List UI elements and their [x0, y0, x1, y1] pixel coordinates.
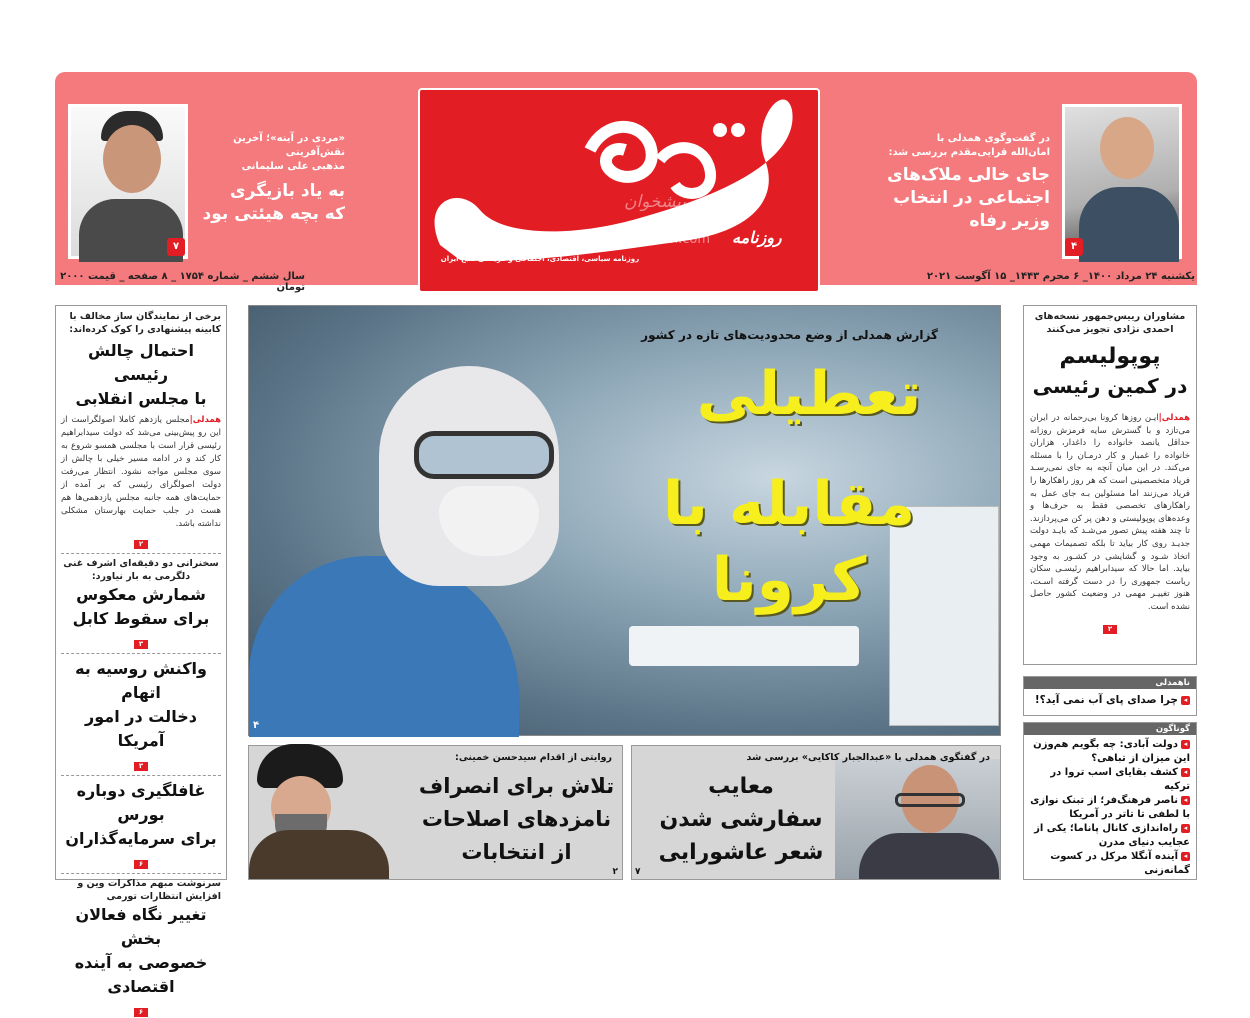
teaser-left[interactable]	[195, 132, 345, 226]
box-nahamdeli-label: ناهمدلی	[1024, 677, 1196, 689]
gunagun-item-text: آینده آنگلا مرکل در کسوت گمانه‌زنی	[1050, 851, 1190, 876]
gunagun-item-text: دولت آبادی: چه بگویم هم‌وزن این میزان از تباهی؟	[1033, 739, 1190, 764]
gunagun-item[interactable]	[1030, 766, 1190, 794]
left-item-1[interactable]	[61, 310, 221, 550]
teaser-right-page: ۴	[1065, 238, 1083, 256]
bottom-left-title-2: نامزدهای اصلاحات	[421, 807, 612, 831]
teaser-left-page: ۷	[167, 238, 185, 256]
main-headline-1: تعطیلی	[696, 359, 922, 429]
newspaper-logo[interactable]	[418, 88, 820, 293]
left-item-1-kicker: برخی از نمایندگان ساز مخالف با کابینه پیشنهادی را کوک کرده‌اند:	[69, 311, 221, 335]
left-item-1-body	[61, 414, 221, 531]
logo-tagline: روزنامه سیاسی، اقتصادی، اجتماعی و فرهنگی صبح ایران	[440, 255, 640, 263]
main-story[interactable]	[248, 305, 1001, 736]
logo-prefix: روزنامه	[732, 228, 782, 247]
gunagun-item[interactable]	[1030, 822, 1190, 850]
left-item-2-page: ۳	[134, 640, 148, 649]
teaser-left-photo[interactable]	[68, 104, 188, 259]
gunagun-item[interactable]	[1030, 738, 1190, 766]
watermark: Pishkhan.com	[620, 232, 711, 247]
teaser-left-title-2: که بچه هیئتی بود	[202, 204, 345, 224]
bottom-right-title-1: معایب	[708, 774, 774, 799]
left-item-3-page: ۳	[134, 762, 148, 771]
bullet-icon: ◂	[1181, 824, 1190, 833]
gunagun-item-text: راه‌اندازی کانال پاناما؛ یکی از عجایب دنیای مدرن	[1034, 823, 1190, 848]
box-gunagun[interactable]	[1023, 722, 1197, 880]
left-item-4[interactable]	[61, 779, 221, 870]
left-item-3-title-1: واکنش روسیه به اتهام	[75, 659, 207, 702]
box-gunagun-label: گوناگون	[1024, 723, 1196, 735]
kakaei-photo	[835, 759, 1000, 879]
teaser-right-title-1: جای خالی ملاک‌های	[887, 165, 1050, 185]
gunagun-item[interactable]	[1030, 794, 1190, 822]
teaser-right-title-2: اجتماعی در انتخاب وزیر رفاه	[893, 188, 1050, 231]
divider	[61, 553, 221, 554]
bullet-icon: ◂	[1181, 852, 1190, 861]
bullet-icon: ◂	[1181, 696, 1190, 705]
bottom-left-kicker: روایتی از اقدام سیدحسن خمینی:	[455, 752, 612, 763]
bottom-right-page: ۷	[635, 867, 641, 877]
right-editorial-body	[1030, 412, 1190, 614]
divider	[61, 775, 221, 776]
teaser-left-title-1: به یاد بازیگری	[230, 181, 345, 201]
main-headline-2: مقابله با کرونا	[662, 469, 916, 615]
goggles-shape	[414, 431, 554, 479]
left-item-2[interactable]	[61, 557, 221, 650]
bottom-left-page: ۲	[612, 867, 618, 877]
box-nahamdeli[interactable]	[1023, 676, 1197, 716]
left-item-2-title-2: برای سقوط کابل	[72, 609, 210, 628]
bullet-icon: ◂	[1181, 740, 1190, 749]
left-item-4-title-1: غافلگیری دوباره بورس	[76, 781, 206, 824]
bed-shape	[629, 626, 859, 666]
right-column-editorial[interactable]	[1023, 305, 1197, 665]
dateline-issue: سال ششم _ شماره ۱۷۵۴ _ ۸ صفحه _ قیمت ۲۰۰۰ تومان	[60, 271, 305, 293]
gunagun-item-text: کشف بقایای اسب تروا در ترکیه	[1050, 767, 1190, 792]
main-story-page: ۴	[253, 720, 260, 731]
left-item-5-title-1: تغییر نگاه فعالان بخش	[75, 905, 207, 948]
teaser-right-photo[interactable]	[1062, 104, 1182, 259]
gunagun-item[interactable]	[1030, 850, 1190, 878]
bottom-right-story[interactable]	[631, 745, 1001, 880]
dateline-date: یکشنبه ۲۴ مرداد ۱۴۰۰_ ۶ محرم ۱۴۴۳_ ۱۵ آگوست ۲۰۲۱	[926, 271, 1195, 282]
left-item-2-kicker: سخنرانی دو دقیقه‌ای اشرف غنی دلگرمی به بار نیاورد:	[63, 558, 219, 582]
left-item-5-page: ۶	[134, 1008, 148, 1017]
bullet-icon: ◂	[1181, 768, 1190, 777]
bottom-right-title-3: شعر عاشورایی	[658, 840, 824, 865]
bullet-icon: ◂	[1181, 796, 1190, 805]
left-item-2-title-1: شمارش معکوس	[76, 585, 206, 604]
left-item-1-title-2: با مجلس انقلابی	[75, 389, 207, 408]
teaser-right[interactable]	[850, 132, 1050, 233]
right-editorial-page: ۲	[1103, 625, 1117, 634]
gunagun-item-text: ناصر فرهنگ‌فر؛ از تبنک نوازی با لطفی تا تاتر در آمریکا	[1030, 795, 1190, 820]
divider	[61, 873, 221, 874]
left-item-1-text: مجلس یازدهم کاملا اصولگراست از این رو پیش‌بینی می‌شد که دولت سیدابراهیم رئیسی قرار است با مجلسی همسو شروع به کار کند و در ادامه مسیر خیلی با چالش از سوی مجلس مواجه نشود. انتظار می‌رفت دولت اصولگرای رئیسی که بر آمده از حمایت‌های همه جانبه مجلس یازدهمی‌ها هم هست در جلب حمایت بهارستان مشکلی نداشته باشد.	[61, 415, 221, 529]
main-story-kicker: گزارش همدلی از وضع محدودیت‌های تازه در کشور	[641, 328, 938, 342]
bottom-right-title-2: سفارشی شدن	[659, 807, 823, 832]
left-item-5[interactable]	[61, 877, 221, 1018]
left-item-3[interactable]	[61, 657, 221, 772]
left-item-5-kicker: سرنوشت مبهم مذاکرات وین و افزایش انتظارات تورمی	[77, 878, 221, 902]
left-item-1-page: ۲	[134, 540, 148, 549]
left-item-3-title-2: دخالت در امور آمریکا	[85, 707, 197, 750]
nahamdeli-item-text: چرا صدای پای آب نمی آید؟!	[1034, 694, 1178, 706]
teaser-right-kicker-2: امان‌الله قرایی‌مقدم بررسی شد:	[888, 147, 1050, 158]
left-item-5-title-2: خصوصی به آینده اقتصادی	[74, 953, 208, 996]
nahamdeli-item[interactable]	[1024, 689, 1196, 712]
bottom-left-title-3: از انتخابات	[461, 840, 572, 864]
left-item-4-page: ۶	[134, 860, 148, 869]
bottom-right-kicker: در گفتگوی همدلی با «عبدالجبار کاکایی» بررسی شد	[746, 752, 990, 763]
teaser-left-kicker-1: «مردی در آینه»؛ آخرین نقش‌آفرینی	[233, 133, 345, 158]
divider	[61, 653, 221, 654]
left-item-1-tag: همدلی|	[189, 415, 221, 425]
right-editorial-title-2: در کمین رئیسی	[1032, 374, 1188, 398]
left-item-1-title-1: احتمال چالش رئیسی	[88, 341, 194, 384]
right-editorial-tag: همدلی|	[1158, 413, 1190, 423]
watermark-fa: پیشخوان	[624, 192, 686, 212]
bottom-left-title-1: تلاش برای انصراف	[418, 774, 615, 798]
right-editorial-text: ایـن روزها کرونا بی‌رحمانه در ایران می‌تازد و با گسترش سایه فرمزش روزانه حداقل یانصد خانواده را داغدار، هزاران خانواده را غمبار و کار درمـان را با مسئله می‌کند. در این میان آنچه به جای نمی‌رسـد فریاد متخصصینی است که هر روز راهکارها را فریاد می‌زنند اما مسئولین بـه جای عمل به راهکارهای تخصصی فقط به حرف‌ها و وعده‌های پوپولیستی و دهن پر کن می‌پردازند. تا چند هفته پیش تصور می‌شـد که بایـد دولت جدیـد روی کار بیاید تا بلکه تصمیمات مهمی اتخاذ شـود و گشایشی در کشـور به وجود بیاید. اما حالا که سیدابراهیم رئیسـی سکان ریاست جمهوری را در دست گرفته اسـت، هنوز تغییـر مهمی در وضعیت کشور حاصل نشده است.	[1030, 413, 1190, 612]
teaser-left-kicker-2: مذهبی علی سلیمانی	[241, 161, 345, 172]
bottom-left-story[interactable]	[248, 745, 623, 880]
left-column	[55, 305, 227, 1016]
teaser-right-kicker-1: در گفت‌وگوی همدلی با	[936, 133, 1050, 144]
right-editorial-kicker: مشاوران رییس‌جمهور نسخه‌های احمدی نژادی تجویز می‌کنند	[1034, 311, 1186, 335]
logo-calligraphy-icon	[420, 90, 822, 295]
left-item-4-title-2: برای سرمایه‌گذاران	[65, 829, 217, 848]
khomeini-photo	[249, 744, 409, 879]
right-editorial-title-1: پوپولیسم	[1059, 344, 1161, 369]
